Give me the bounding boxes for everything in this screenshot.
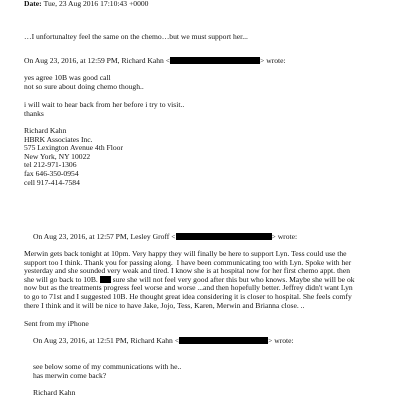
quote2-header bbox=[33, 233, 297, 242]
redacted-word-block bbox=[100, 276, 111, 283]
signature-line-7: cell 917-414-7584 bbox=[24, 177, 80, 187]
quote3-prefix: On Aug 23, 2016, at 12:51 PM, Richard Kahn < bbox=[33, 336, 180, 345]
quote3-line-1: see below some of my communications with he.. bbox=[33, 362, 182, 371]
quote1-line-2: not so sure about doing chemo though.. bbox=[24, 81, 144, 91]
quote3-suffix: > wrote: bbox=[268, 336, 294, 345]
quote2-line-3: yesterday and she sounded very weak and tired. I know she is at hospital now for her first chemo appt. then bbox=[24, 266, 351, 276]
quote2-line-4a: she will go back to 10B. bbox=[24, 274, 98, 284]
redacted-email-block bbox=[176, 233, 272, 240]
quote3-signature-name: Richard Kahn bbox=[33, 388, 76, 397]
quote1-header bbox=[24, 57, 286, 66]
signature-line-5: tel 212-971-1306 bbox=[24, 160, 77, 170]
date-value: Tue, 23 Aug 2016 17:10:43 +0000 bbox=[43, 0, 149, 8]
signature-line-3: 575 Lexington Avenue 4th Floor bbox=[24, 143, 123, 153]
quote3-line-2: has merwin come back? bbox=[33, 370, 107, 380]
signature-line-4: New York, NY 10022 bbox=[24, 151, 91, 161]
quote2-line-2: support too I think. Thank you for passing along. I have been communicating too with Lyn. Spoke with her bbox=[24, 257, 352, 267]
quote1-line-4: i will wait to hear back from her before i try to visit.. bbox=[24, 100, 185, 109]
quote2-prefix: On Aug 23, 2016, at 12:57 PM, Lesley Groff < bbox=[33, 232, 176, 241]
quote1-line-5: thanks bbox=[24, 108, 44, 118]
quote1-prefix: On Aug 23, 2016, at 12:59 PM, Richard Kahn < bbox=[24, 56, 171, 65]
signature-line-6: fax 646-350-0954 bbox=[24, 169, 79, 178]
quote2-line-1: Merwin gets back tonight at 10pm. Very happy they will finally be here to support Lyn. Tess could use the bbox=[24, 249, 347, 258]
sent-from-line: Sent from my iPhone bbox=[24, 319, 89, 328]
date-label: Date: bbox=[24, 0, 42, 8]
signature-line-1: Richard Kahn bbox=[24, 126, 67, 135]
quote2-suffix: > wrote: bbox=[271, 232, 298, 241]
redacted-email-block bbox=[179, 337, 268, 344]
quote2-line-4b: sure she will not feel very good after this but who knows. Maybe she will be ok bbox=[110, 274, 355, 284]
quote2-line-6: to go to 71st and I suggested 10B. He thought great idea considering it is closer to hospital. She feels comfy bbox=[24, 292, 352, 301]
quote3-header bbox=[33, 337, 294, 346]
redacted-email-block bbox=[170, 57, 260, 64]
reply-top-text: …I unfortunaltey feel the same on the chemo…but we must support her... bbox=[24, 32, 248, 41]
signature-line-2: HBRK Associates Inc. bbox=[24, 134, 93, 144]
quote1-suffix: > wrote: bbox=[260, 56, 286, 65]
date-header bbox=[24, 0, 148, 9]
quote1-line-1: yes agree 10B was good call bbox=[24, 73, 111, 82]
quote2-line-5: now but as the treatments progress feel worse and worse ...and then hopefully better. Jeffrey didn't want Lyn bbox=[24, 283, 353, 293]
quote2-line-7: there I think and it will be nice to have Jake, Jojo, Tess, Karen, Merwin and Brianna close. .. bbox=[24, 300, 305, 310]
